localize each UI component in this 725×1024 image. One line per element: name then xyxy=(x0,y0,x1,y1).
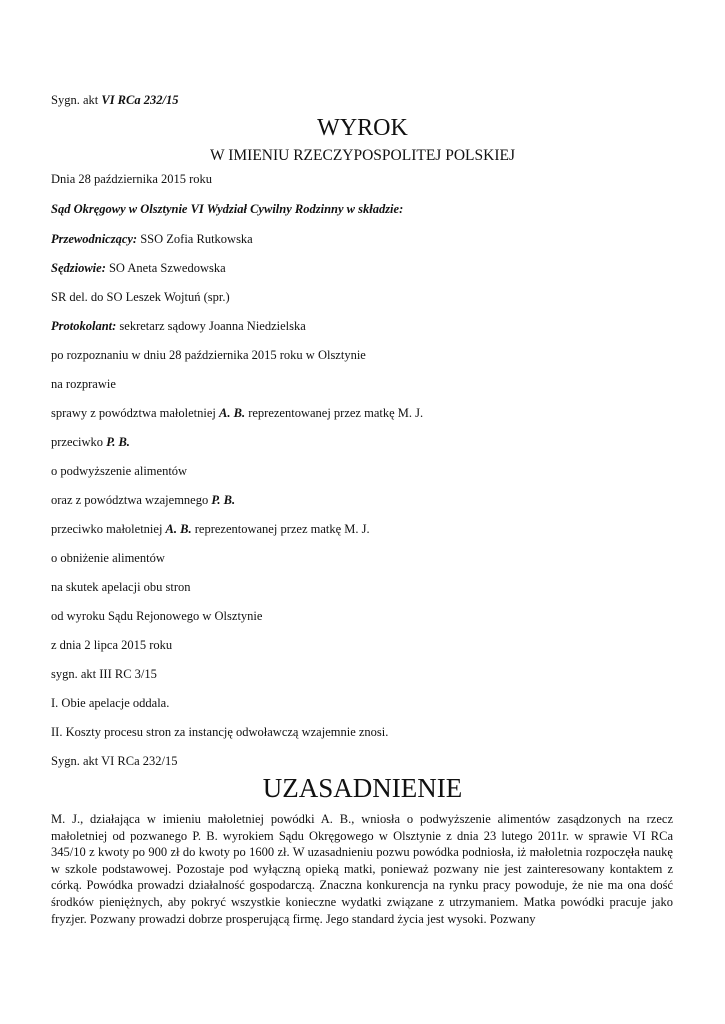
case-signature xyxy=(51,92,178,108)
defendant-prefix: przeciwko xyxy=(51,435,107,449)
document-title: WYROK xyxy=(317,115,408,141)
ruling-point-1: I. Obie apelacje oddala. xyxy=(51,696,170,710)
recorder xyxy=(51,318,306,334)
counterclaim-representation: reprezentowanej przez matkę M. J. xyxy=(191,522,370,536)
judges-label: Sędziowie: xyxy=(51,261,106,275)
justification-paragraph: M. J., działająca w imieniu małoletniej powódki A. B., wniosła o podwyższenie alimentów zasądzonych na rzecz małoletniej od pozwanego P. B. wyrokiem Sądu Okręgowego w Olsztynie z dnia 23 lutego 2011r. w sprawie VI RCa 345/10 z kwoty po 900 zł do kwoty po 1600 zł. W uzasadnieniu pozwu powódka podniosła, iż małoletnia rozpoczęła naukę w szkole podstawowej. Pozostaje pod wyłączną opieką matki, ponieważ pozwany nie jest zainteresowany kontaktem z córką. Powódka prowadzi działalność gospodarczą. Znaczna konkurencja na rynku pracy powoduje, że nie ma ona dość środków pieniężnych, aby pokryć wszystkie konieczne wydatki związane z utrzymaniem. Matka powódki pracuje jako fryzjer. Pozwany prowadzi dobrze prosperującą firmę. Jego standard życia jest wysoki. Pozwany xyxy=(51,812,673,926)
court-composition: Sąd Okręgowy w Olsztynie VI Wydział Cywilny Rodzinny w składzie: xyxy=(51,202,404,216)
hearing-date: po rozpoznaniu w dniu 28 października 2015 roku w Olsztynie xyxy=(51,348,366,362)
lower-court-date: z dnia 2 lipca 2015 roku xyxy=(51,638,173,652)
case-signature-prefix: Sygn. akt xyxy=(51,93,102,107)
presiding-label: Przewodniczący: xyxy=(51,232,138,246)
case-signature-number: VI RCa 232/15 xyxy=(101,93,179,107)
presiding-judge xyxy=(51,231,253,247)
judges-name: SO Aneta Szwedowska xyxy=(105,261,226,275)
counterclaim-prefix: oraz z powództwa wzajemnego xyxy=(51,493,212,507)
appeal-basis: na skutek apelacji obu stron xyxy=(51,580,191,594)
claim-subject-increase: o podwyższenie alimentów xyxy=(51,464,188,478)
claim-subject-decrease: o obniżenie alimentów xyxy=(51,551,165,565)
counterclaim-defendant-prefix: przeciwko małoletniej xyxy=(51,522,166,536)
recorder-name: sekretarz sądowy Joanna Niedzielska xyxy=(116,319,306,333)
judgment-date: Dnia 28 października 2015 roku xyxy=(51,172,213,186)
case-claim-representation: reprezentowanej przez matkę M. J. xyxy=(245,406,424,420)
delegated-judge: SR del. do SO Leszek Wojtuń (spr.) xyxy=(51,290,230,304)
recorder-label: Protokolant: xyxy=(51,319,117,333)
justification-heading: UZASADNIENIE xyxy=(262,773,463,803)
defendant xyxy=(51,434,130,450)
case-claim xyxy=(51,405,423,421)
counterclaim-plaintiff-name: P. B. xyxy=(211,493,236,507)
plaintiff-name: A. B. xyxy=(219,406,246,420)
case-claim-text: sprawy z powództwa małoletniej xyxy=(51,406,220,420)
document-subtitle: W IMIENIU RZECZYPOSPOLITEJ POLSKIEJ xyxy=(210,147,515,164)
ruling-point-2: II. Koszty procesu stron za instancję odwoławczą wzajemnie znosi. xyxy=(51,725,389,739)
presiding-name: SSO Zofia Rutkowska xyxy=(137,232,253,246)
hearing-type: na rozprawie xyxy=(51,377,116,391)
counterclaim-defendant xyxy=(51,521,370,537)
counterclaim xyxy=(51,492,235,508)
counterclaim-defendant-name: A. B. xyxy=(165,522,192,536)
judges xyxy=(51,260,226,276)
lower-court: od wyroku Sądu Rejonowego w Olsztynie xyxy=(51,609,263,623)
case-signature-repeat: Sygn. akt VI RCa 232/15 xyxy=(51,754,178,768)
lower-court-signature: sygn. akt III RC 3/15 xyxy=(51,667,157,681)
defendant-name: P. B. xyxy=(106,435,130,449)
